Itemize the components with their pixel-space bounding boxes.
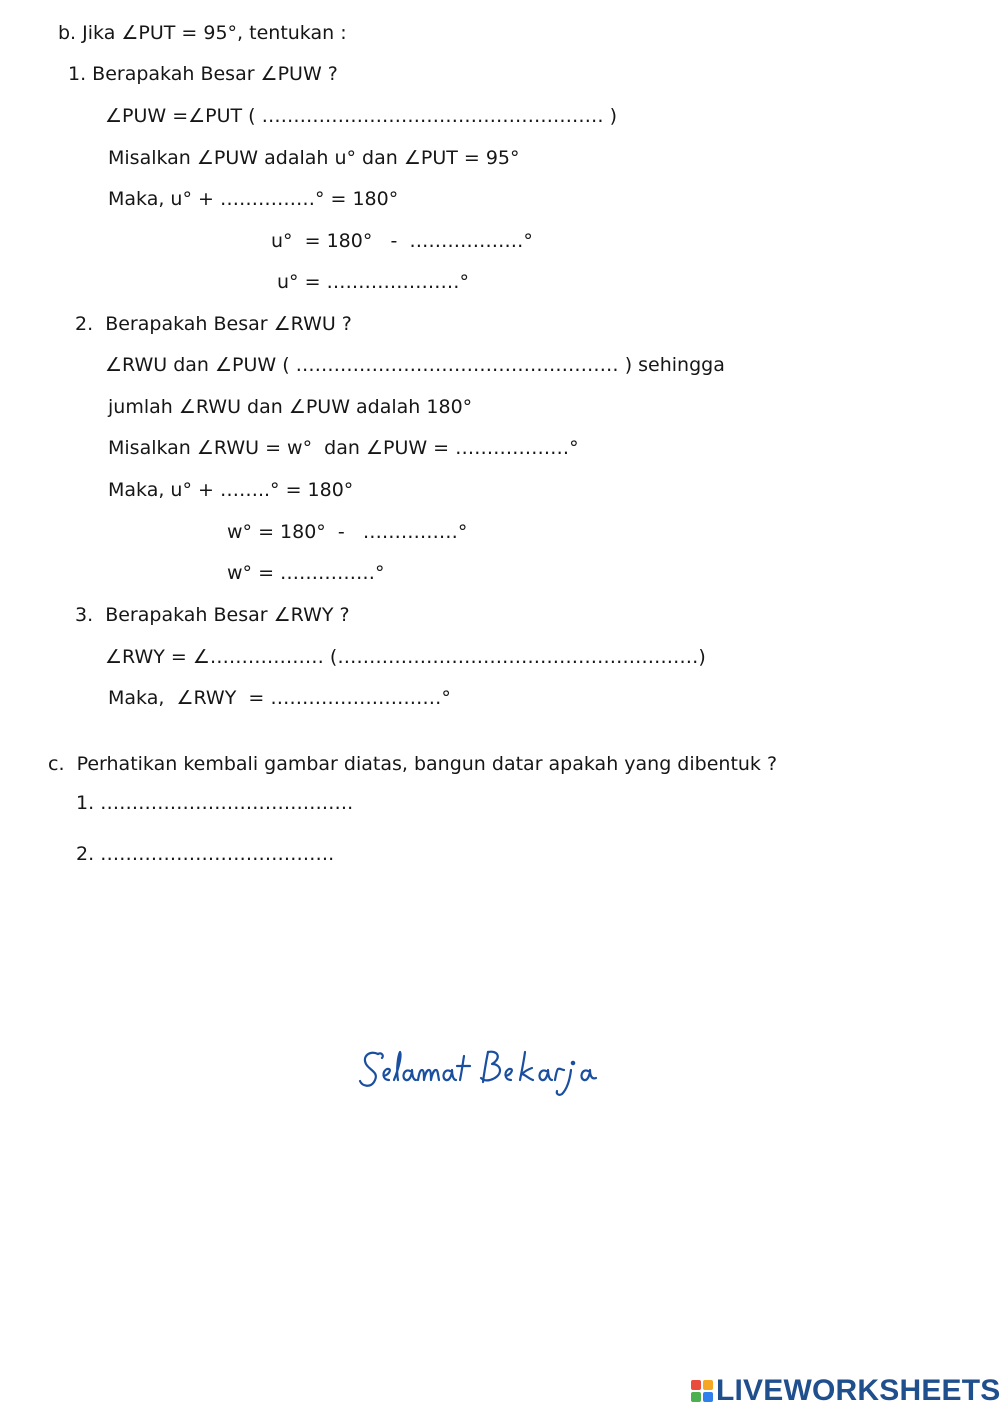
liveworksheets-brand-text: LIVEWORKSHEETS	[716, 1374, 1000, 1407]
question-3-title: 3. Berapakah Besar ∠RWY ?	[75, 604, 350, 626]
section-c-answer-2[interactable]: 2. ……………………………….	[76, 843, 335, 865]
question-2-line-2: jumlah ∠RWU dan ∠PUW adalah 180°	[108, 396, 473, 418]
question-1-line-1: ∠PUW =∠PUT ( ……………………………………………… )	[105, 105, 618, 127]
question-1-title: 1. Berapakah Besar ∠PUW ?	[68, 63, 338, 85]
question-3-line-1: ∠RWY = ∠……………… (…………………………………………………)	[105, 646, 706, 668]
signature-image	[356, 1040, 626, 1100]
question-1-line-2: Misalkan ∠PUW adalah u° dan ∠PUT = 95°	[108, 147, 520, 169]
question-1-line-4: u° = 180° - ………………°	[271, 230, 533, 252]
question-2-line-1: ∠RWU dan ∠PUW ( …………………………………………… ) sehingga	[105, 354, 725, 376]
question-1-line-3: Maka, u° + ……………° = 180°	[108, 188, 399, 210]
liveworksheets-mark-icon	[691, 1380, 713, 1402]
liveworksheets-logo[interactable]	[691, 1374, 1000, 1408]
question-2-line-6: w° = ……………°	[227, 562, 385, 584]
question-2-title: 2. Berapakah Besar ∠RWU ?	[75, 313, 352, 335]
section-b-heading: b. Jika ∠PUT = 95°, tentukan :	[58, 22, 347, 44]
section-c-answer-1[interactable]: 1. ………………………………….	[76, 792, 354, 814]
question-1-line-5: u° = …………………°	[277, 271, 470, 293]
section-c-heading: c. Perhatikan kembali gambar diatas, bangun datar apakah yang dibentuk ?	[48, 753, 778, 775]
question-3-line-2: Maka, ∠RWY = ………………………°	[108, 687, 451, 709]
question-2-line-3: Misalkan ∠RWU = w° dan ∠PUW = ………………°	[108, 437, 579, 459]
question-2-line-4: Maka, u° + ……..° = 180°	[108, 479, 354, 501]
question-2-line-5: w° = 180° - ……………°	[227, 521, 468, 543]
signature-handwriting	[356, 1040, 626, 1100]
